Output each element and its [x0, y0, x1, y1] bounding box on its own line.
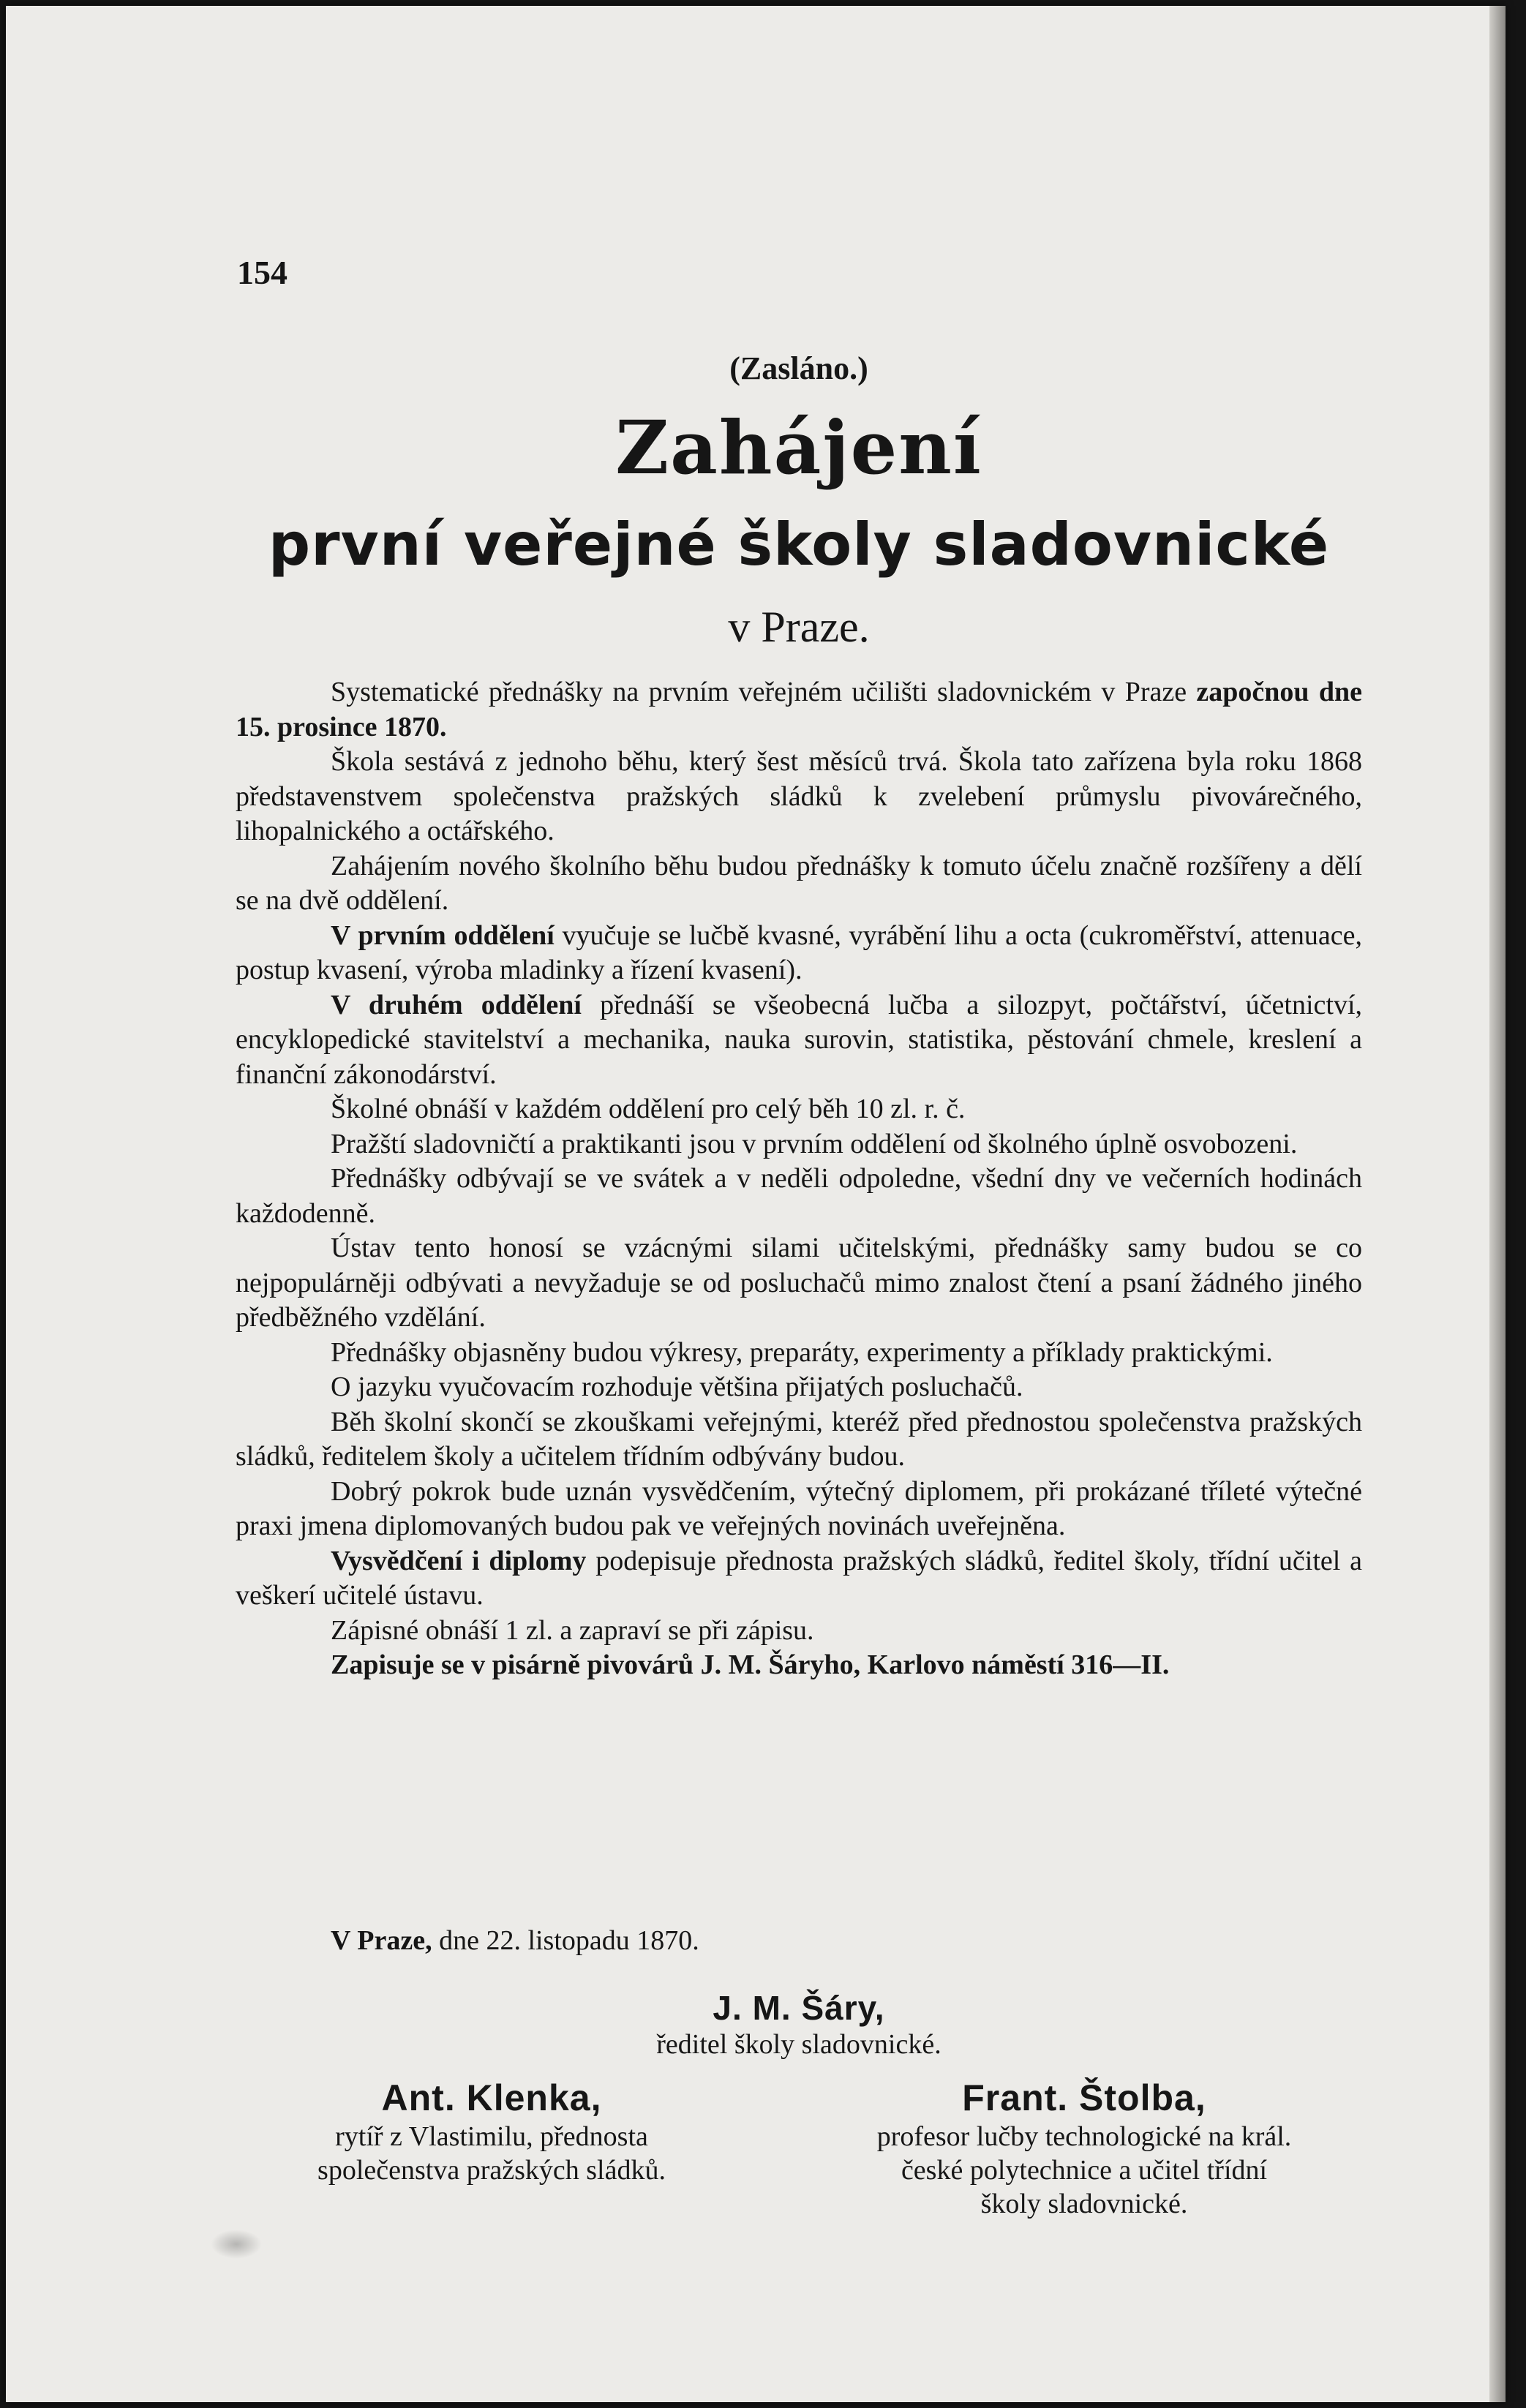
- document-page: [6, 6, 1506, 2402]
- signature-name: J. M. Šáry,: [713, 1989, 885, 2027]
- paragraph: Zápisné obnáší 1 zl. a zapraví se při zápisu.: [331, 1614, 814, 1646]
- article-body: [236, 675, 1362, 1683]
- paragraph: Systematické přednášky na prvním veřejném učilišti sladovnickém v Praze započnou dne 15. prosince 1870.: [236, 677, 1362, 742]
- paragraph: Vysvědčení i diplomy podepisuje přednosta pražských sládků, ředitel školy, třídní učitel a veškerí učitelé ústavu.: [236, 1545, 1362, 1611]
- paragraph: Ústav tento honosí se vzácnými silami učitelskými, přednášky samy budou se co nejpopulárněji odbývati a nevyžaduje se od posluchačů mimo znalost čtení a psaní žádného jiného předběžného vzdělání.: [236, 1233, 1362, 1333]
- signature-director: [236, 1988, 1362, 2061]
- header-note: (Zasláno.): [729, 350, 868, 386]
- ink-smudge: [211, 2230, 262, 2259]
- paragraph: Přednášky objasněny budou výkresy, preparáty, experimenty a příklady praktickými.: [331, 1336, 1273, 1368]
- page-title: Zahájení: [615, 405, 982, 491]
- page-subtitle: první veřejné školy sladovnické: [268, 511, 1330, 579]
- paragraph: Přednášky odbývají se ve svátek a v neděli odpoledne, všední dny ve večerních hodinách každodenně.: [236, 1163, 1362, 1229]
- page-edge-shadow: [1489, 6, 1506, 2402]
- signature-role: ředitel školy sladovnické.: [656, 2029, 941, 2060]
- paragraph: Školné obnáší v každém oddělení pro celý běh 10 zl. r. č.: [331, 1094, 966, 1124]
- place-line: v Praze.: [728, 603, 870, 651]
- paragraph: Zapisuje se v pisárně pivovárů J. M. Šáryho, Karlovo náměstí 316—II.: [331, 1649, 1170, 1680]
- page-number: 154: [237, 254, 287, 291]
- paragraph: Dobrý pokrok bude uznán vysvědčením, výtečný diplomem, při prokázané tříleté výtečné praxi jmena diplomovaných budou pak ve veřejných novinách uveřejněna.: [236, 1475, 1362, 1541]
- paragraph: Škola sestává z jednoho běhu, který šest měsíců trvá. Škola tato zařízena byla roku 1868 představenstvem společenstva pražských sládků k zvelebení průmyslu pivovárečného, lihopalnického a octářského.: [236, 746, 1362, 846]
- paragraph: Pražští sladovničtí a praktikanti jsou v prvním oddělení od školného úplně osvobozeni.: [331, 1128, 1298, 1159]
- signature-role: společenstva pražských sládků.: [317, 2155, 666, 2186]
- paragraph: Běh školní skončí se zkouškami veřejnými, kteréž před přednostou společenstva pražských sládků, ředitelem školy a učitelem třídním odbývány budou.: [236, 1406, 1362, 1472]
- paragraph: V prvním oddělení vyučuje se lučbě kvasné, vyrábění lihu a octa (cukroměřství, attenuace, postup kvasení, výroba mladinky a řízení kvasení).: [236, 919, 1362, 985]
- paragraph: V druhém oddělení přednáší se všeobecná lučba a silozpyt, počtářství, účetnictví, encyklopedické stavitelství a mechanika, nauka surovin, statistika, pěstování chmele, kreslení a finanční zákonodárství.: [236, 989, 1362, 1090]
- date-line: V Praze, dne 22. listopadu 1870.: [331, 1925, 699, 1956]
- signature-left: [236, 2076, 748, 2187]
- signature-role: profesor lučby technologické na král.: [876, 2121, 1292, 2152]
- signature-right: [792, 2076, 1377, 2221]
- signature-role: české polytechnice a učitel třídní: [901, 2155, 1268, 2186]
- signature-name: Ant. Klenka,: [381, 2077, 602, 2118]
- paragraph: O jazyku vyučovacím rozhoduje většina přijatých posluchačů.: [331, 1372, 1023, 1402]
- signature-role: rytíř z Vlastimilu, přednosta: [335, 2121, 648, 2152]
- signature-role: školy sladovnické.: [980, 2189, 1188, 2219]
- paragraph: Zahájením nového školního běhu budou přednášky k tomuto účelu značně rozšířeny a dělí se na dvě oddělení.: [236, 850, 1362, 916]
- signature-name: Frant. Štolba,: [962, 2077, 1206, 2118]
